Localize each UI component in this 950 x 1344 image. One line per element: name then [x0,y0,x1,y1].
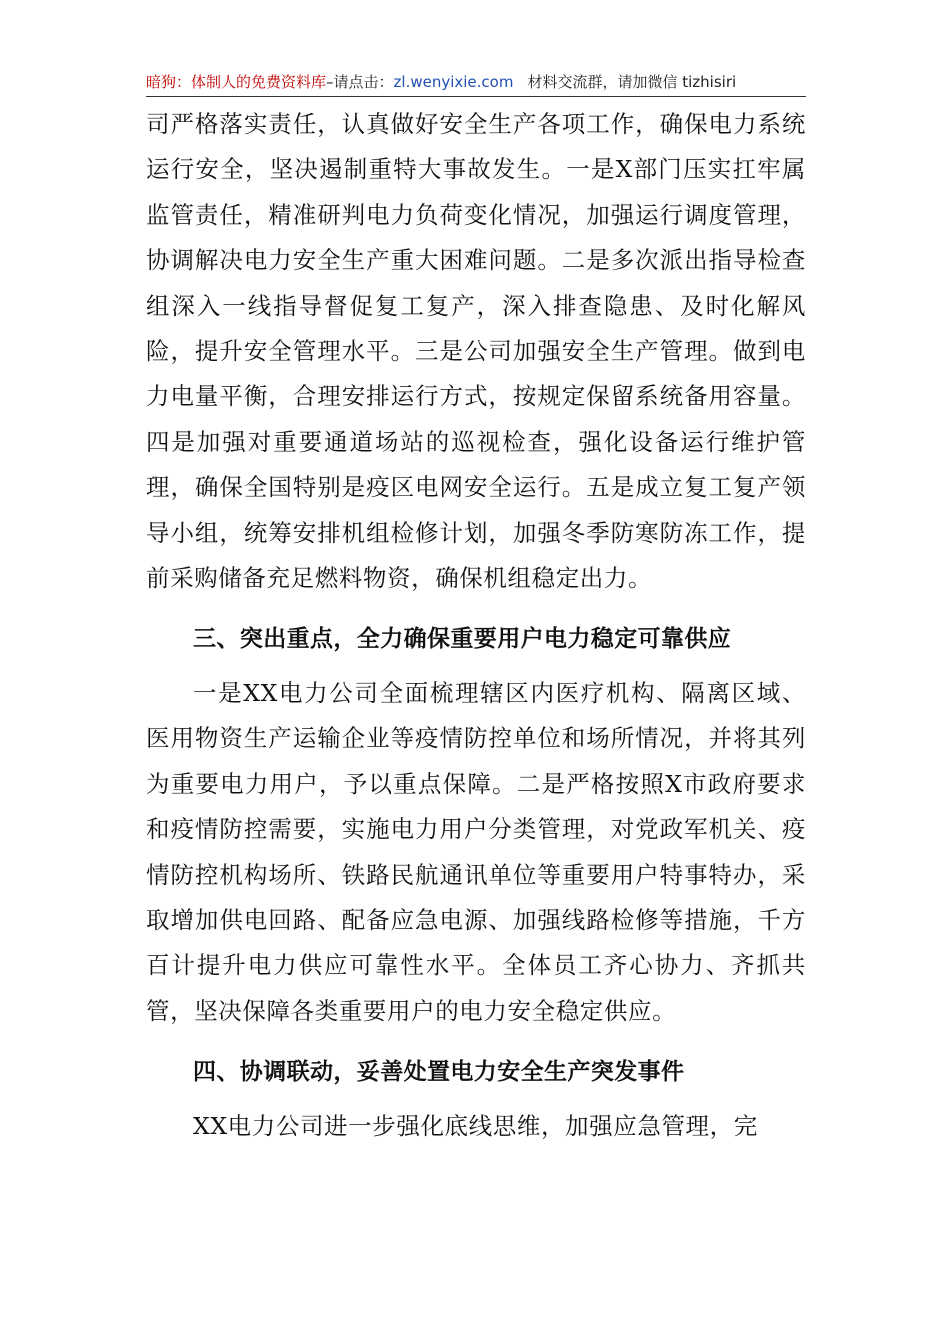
header-url-link[interactable]: zl.wenyixie.com [393,73,514,91]
body-paragraph-3: XX电力公司进一步强化底线思维，加强应急管理，完 [193,1111,758,1140]
body-paragraph-1: 司严格落实责任，认真做好安全生产各项工作，确保电力系统运行安全，坚决遏制重特大事故发生。一是X部门压实扛牢属监管责任，精准研判电力负荷变化情况，加强运行调度管理，协调解决电力安全生产重大困难问题。二是多次派出指导检查组深入一线指导督促复工复产，深入排查隐患、及时化解风险，提升安全管理水平。三是公司加强安全生产管理。做到电力电量平衡，合理安排运行方式，按规定保留系统备用容量。四是加强对重要通道场站的巡视检查，强化设备运行维护管理，确保全国特别是疫区电网安全运行。五是成立复工复产领导小组，统筹安排机组检修计划，加强冬季防寒防冻工作，提前采购储备充足燃料物资，确保机组稳定出力。 [146,110,806,593]
body-paragraph-2: 一是XX电力公司全面梳理辖区内医疗机构、隔离区域、医用物资生产运输企业等疫情防控单位和场所情况，并将其列为重要电力用户，予以重点保障。二是严格按照X市政府要求和疫情防控需要，实施电力用户分类管理，对党政军机关、疫情防控机构场所、铁路民航通讯单位等重要用户特事特办，采取增加供电回路、配备应急电源、加强线路检修等措施，千方百计提升电力供应可靠性水平。全体员工齐心协力、齐抓共管，坚决保障各类重要用户的电力安全稳定供应。 [146,678,806,1025]
document-body [146,102,806,1149]
header-brand: 暗狗：体制人的免费资料库 [146,73,327,91]
header-divider [146,96,806,97]
section-heading-4: 四、协调联动，妥善处置电力安全生产突发事件 [193,1059,685,1086]
section-heading-3: 三、突出重点，全力确保重要用户电力稳定可靠供应 [193,626,732,653]
header-wechat-note: 材料交流群，请加微信 tizhisiri [527,73,737,91]
header-click-prompt: –请点击： [326,73,394,91]
page-header [146,68,806,96]
